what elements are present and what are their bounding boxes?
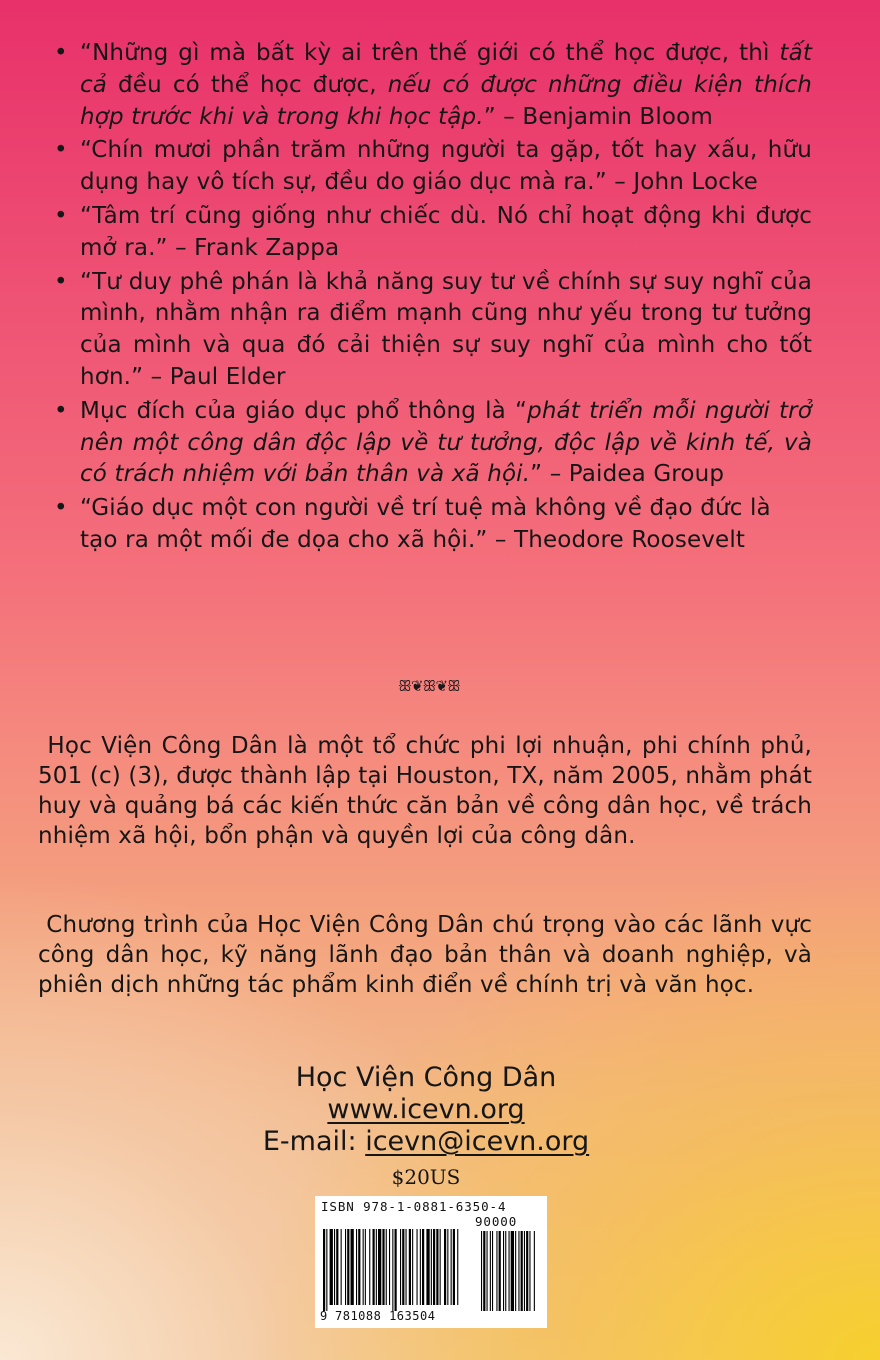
- barcode-addon-bar: [499, 1231, 501, 1311]
- barcode-addon-bar: [526, 1231, 528, 1311]
- quote-text: “Chín mươi phần trăm những người ta gặp, tốt hay xấu, hữu dụng hay vô tích sự, đều do giáo dục mà ra.” – John Locke: [80, 137, 812, 196]
- quote-item: [52, 135, 812, 199]
- barcode-bar: [363, 1229, 364, 1305]
- barcode-addon-bar: [505, 1231, 506, 1311]
- barcode-bar: [395, 1229, 397, 1311]
- barcode-first-digit: 9: [320, 1309, 328, 1323]
- quote-item: [52, 38, 812, 133]
- barcode-bar: [323, 1229, 325, 1311]
- quote-list: [52, 38, 812, 559]
- barcode-addon-bar: [492, 1231, 493, 1311]
- program-text: Chương trình của Học Viện Công Dân chú trọng vào các lãnh vực công dân học, kỹ năng lãnh đạo bản thân và doanh nghiệp, và phiên dịch những tác phẩm kinh điển về chính trị và văn học.: [38, 912, 812, 998]
- quote-italic-text: nếu có được những điều kiện thích hợp trước khi và trong khi học tập.: [80, 71, 812, 130]
- barcode-addon-bar: [490, 1231, 491, 1311]
- barcode-bar: [402, 1229, 404, 1305]
- barcode-bar: [356, 1229, 357, 1305]
- barcode-bar: [444, 1229, 446, 1305]
- barcode-bar: [431, 1229, 432, 1305]
- barcode-bar: [447, 1229, 448, 1305]
- barcode-bar: [409, 1229, 411, 1305]
- quote-text: “Giáo dục một con người về trí tuệ mà không về đạo đức là tạo ra một mối đe dọa cho xã hội.” – Theodore Roosevelt: [80, 495, 771, 553]
- barcode-bar: [412, 1229, 413, 1305]
- quote-text: “Tư duy phê phán là khả năng suy tư về chính sự suy nghĩ của mình, nhằm nhận ra điểm mạnh cũng như yếu trong tư tưởng của mình và qua đó cải thiện sự suy nghĩ của mình cho tốt hơn.” – Paul Elder: [80, 268, 812, 390]
- quote-item: [52, 396, 812, 491]
- barcode-bar: [341, 1229, 342, 1305]
- barcode-addon-bar: [483, 1231, 485, 1311]
- barcode-bar: [386, 1229, 387, 1305]
- barcode-bar: [334, 1229, 335, 1305]
- ornament-divider: ꕥ❦ꕥ❦ꕥ: [398, 677, 460, 695]
- barcode-bar: [382, 1229, 384, 1305]
- barcode-bar: [417, 1229, 418, 1305]
- website-link[interactable]: www.icevn.org: [327, 1094, 525, 1125]
- barcode-bar: [453, 1229, 455, 1305]
- quote-text: Mục đích của giáo dục phổ thông là “: [80, 397, 528, 424]
- barcode-bar: [351, 1229, 354, 1305]
- email-line: [0, 1126, 852, 1158]
- quote-text: ” – Benjamin Bloom: [483, 103, 713, 130]
- barcode-addon: 90000: [475, 1214, 518, 1229]
- quote-text: “Tâm trí cũng giống như chiếc dù. Nó chỉ hoạt động khi được mở ra.” – Frank Zappa: [80, 202, 812, 261]
- barcode-bar: [326, 1229, 327, 1311]
- barcode-bar: [433, 1229, 435, 1305]
- barcode-bar: [451, 1229, 452, 1305]
- barcode-bar: [347, 1229, 349, 1305]
- quote-text: ” – Paidea Group: [530, 461, 725, 488]
- barcode-addon-bar: [515, 1231, 516, 1311]
- barcode-bar: [436, 1229, 438, 1305]
- barcode-bar: [376, 1229, 377, 1305]
- barcode-bar: [358, 1229, 360, 1305]
- barcode-bar: [336, 1229, 338, 1305]
- barcode-bar: [378, 1229, 381, 1305]
- email-label: E-mail:: [262, 1126, 366, 1157]
- barcode-addon-bar: [487, 1231, 488, 1311]
- barcode-addon-bar: [524, 1231, 525, 1311]
- price: $20US: [391, 1165, 461, 1189]
- barcode-bar: [422, 1229, 424, 1305]
- barcode-bar: [457, 1229, 458, 1305]
- quote-item: [52, 201, 812, 265]
- about-text: Học Viện Công Dân là một tổ chức phi lợi nhuận, phi chính phủ, 501 (c) (3), được thành lập tại Houston, TX, năm 2005, nhằm phát huy và quảng bá các kiến thức căn bản về công dân học, về trách nhiệm xã hội, bổn phận và quyền lợi của công dân.: [38, 733, 813, 849]
- quote-italic-text: phát triển mỗi người trở nên một công dân độc lập về tư tưởng, độc lập về kinh tế, và có trách nhiệm với bản thân và xã hội.: [80, 397, 812, 488]
- about-paragraph: [38, 732, 812, 852]
- program-paragraph: [38, 911, 812, 1001]
- website-line: [0, 1094, 852, 1126]
- barcode-addon-bar: [511, 1231, 514, 1311]
- barcode-bars: [321, 1229, 543, 1311]
- barcode-addon-bar: [503, 1231, 504, 1311]
- barcode-addon-bar: [509, 1231, 510, 1311]
- barcode-addon-bar: [518, 1231, 519, 1311]
- barcode-bar: [392, 1229, 393, 1311]
- isbn-label: ISBN 978-1-0881-6350-4: [321, 1199, 507, 1214]
- barcode-bar: [400, 1229, 401, 1305]
- barcode-addon-bar: [496, 1231, 497, 1311]
- barcode-digits: 781088 163504: [335, 1309, 436, 1323]
- email-link[interactable]: icevn@icevn.org: [365, 1126, 590, 1157]
- quote-text: “Những gì mà bất kỳ ai trên thế giới có thể học được, thì: [80, 40, 780, 66]
- barcode-bar: [426, 1229, 429, 1305]
- barcode-bar: [420, 1229, 421, 1305]
- barcode-addon-bar: [529, 1231, 530, 1311]
- quote-item: [52, 493, 812, 557]
- barcode-bar: [440, 1229, 441, 1305]
- barcode-bar: [406, 1229, 407, 1305]
- isbn-barcode: [315, 1196, 547, 1328]
- quote-text: đều có thể học được,: [107, 71, 388, 98]
- barcode-addon-bar: [534, 1231, 535, 1311]
- barcode-addon-bar: [521, 1231, 523, 1311]
- barcode-bar: [345, 1229, 346, 1305]
- barcode-bar: [369, 1229, 370, 1305]
- quote-item: [52, 267, 812, 394]
- org-name: Học Viện Công Dân: [295, 1062, 557, 1093]
- barcode-bar: [365, 1229, 366, 1305]
- barcode-bar: [373, 1229, 375, 1305]
- quote-italic-text: tất cả: [80, 40, 812, 98]
- barcode-bar: [330, 1229, 333, 1305]
- barcode-bar: [389, 1229, 390, 1305]
- barcode-addon-bar: [481, 1231, 482, 1311]
